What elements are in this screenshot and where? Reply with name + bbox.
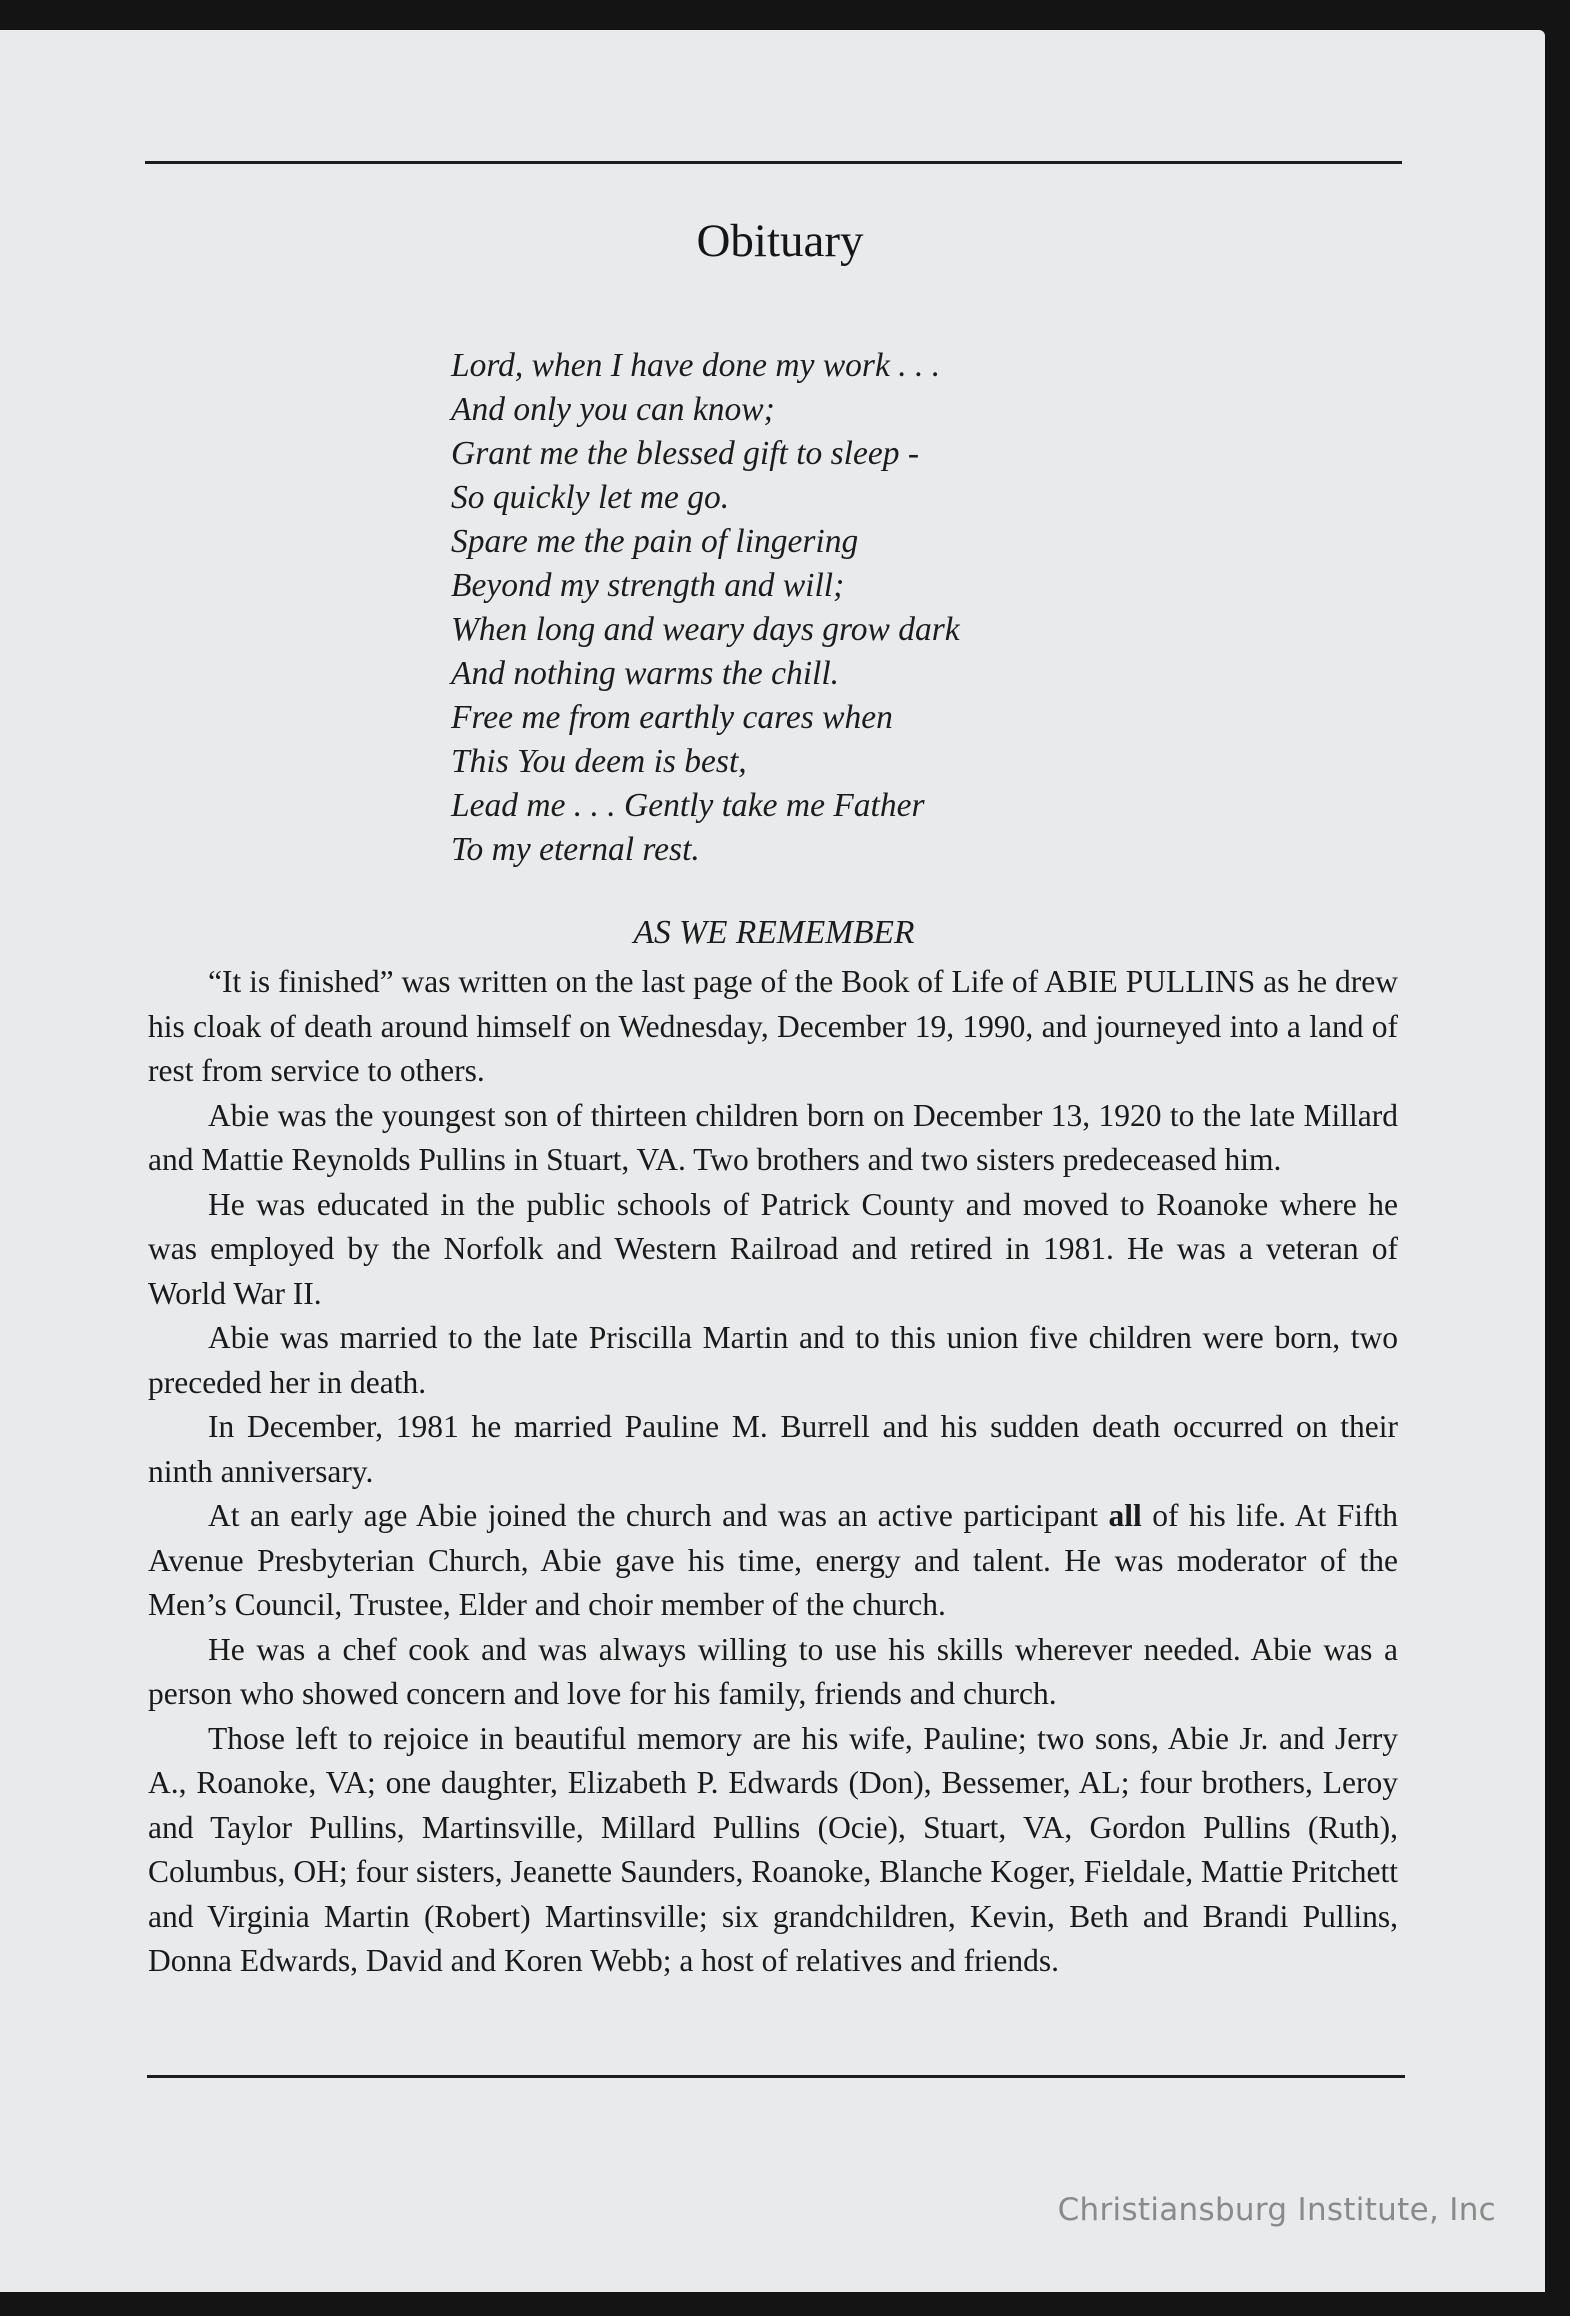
poem-line: So quickly let me go. [451, 479, 730, 516]
paragraph-text: At an early age Abie joined the church and was an active participant [208, 1498, 1109, 1533]
poem-line: And only you can know; [451, 391, 775, 428]
poem-line: And nothing warms the chill. [451, 655, 840, 692]
watermark: Christiansburg Institute, Inc [1057, 2192, 1496, 2228]
bold-word: all [1108, 1498, 1142, 1533]
paragraph: Those left to rejoice in beautiful memory are his wife, Pauline; two sons, Abie Jr. and Jerry A., Roanoke, VA; one daughter, Elizabeth P. Edwards (Don), Bessemer, AL; four brothers, Leroy and Taylor Pullins, Martinsville, Millard Pullins (Ocie), Stuart, VA, Gordon Pullins (Ruth), Columbus, OH; four sisters, Jeanette Saunders, Roanoke, Blanche Koger, Fieldale, Mattie Pritchett and Virginia Martin (Robert) Martinsville; six grandchildren, Kevin, Beth and Brandi Pullins, Donna Edwards, David and Koren Webb; a host of relatives and friends. [148, 1720, 1398, 1978]
paragraph: Abie was married to the late Priscilla Martin and to this union five children were born, two preceded her in death. [148, 1320, 1398, 1400]
poem-line: Free me from earthly cares when [451, 699, 893, 736]
bottom-divider [147, 2075, 1405, 2078]
paragraph [148, 1494, 1398, 1628]
poem-line: Grant me the blessed gift to sleep - [451, 435, 919, 472]
paragraph: Abie was the youngest son of thirteen children born on December 13, 1920 to the late Millard and Mattie Reynolds Pullins in Stuart, VA. Two brothers and two sisters predeceased him. [148, 1097, 1398, 1177]
poem-line: Lead me . . . Gently take me Father [451, 787, 925, 824]
poem-line: Spare me the pain of lingering [451, 523, 859, 560]
paragraph: In December, 1981 he married Pauline M. Burrell and his sudden death occurred on their ninth anniversary. [148, 1409, 1398, 1489]
poem-line: Lord, when I have done my work . . . [451, 347, 941, 384]
poem-line: Beyond my strength and will; [451, 567, 845, 604]
paragraph: He was a chef cook and was always willing to use his skills wherever needed. Abie was a person who showed concern and love for his family, friends and church. [148, 1631, 1398, 1711]
poem [451, 344, 960, 872]
paragraph: He was educated in the public schools of Patrick County and moved to Roanoke where he was employed by the Norfolk and Western Railroad and retired in 1981. He was a veteran of World War II. [148, 1186, 1398, 1311]
page-title: Obituary [696, 215, 864, 267]
obituary-body [148, 960, 1398, 1984]
poem-line: To my eternal rest. [451, 831, 700, 868]
paragraph: “It is finished” was written on the last page of the Book of Life of ABIE PULLINS as he drew his cloak of death around himself on Wednesday, December 19, 1990, and journeyed into a land of rest from service to others. [148, 964, 1398, 1088]
poem-line: When long and weary days grow dark [451, 611, 960, 648]
section-heading: AS WE REMEMBER [633, 914, 915, 951]
top-divider [145, 161, 1402, 164]
poem-line: This You deem is best, [451, 743, 747, 780]
paragraph-text: of his life. At Fifth Avenue Presbyterian Church, Abie gave his time, energy and talent. He was moderator of the Men’s Council, Trustee, Elder and choir member of the church. [148, 1498, 1399, 1622]
